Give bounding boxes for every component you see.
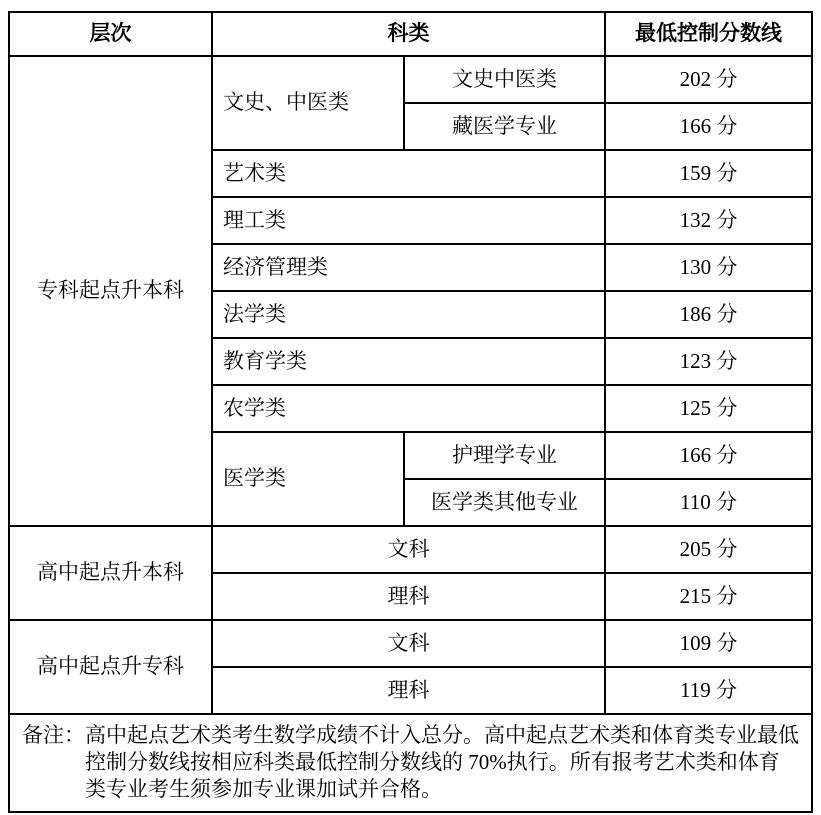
note-label: 备注： — [22, 722, 85, 747]
score-cell-yishu: 159 分 — [605, 150, 812, 197]
score-cell-zangyixue: 166 分 — [605, 103, 812, 150]
header-min-line: 最低控制分数线 — [605, 12, 812, 56]
note-text — [22, 722, 799, 803]
table-row — [9, 620, 812, 667]
score-cell-benke-like: 215 分 — [605, 573, 812, 620]
score-cell-hulixue: 166 分 — [605, 432, 812, 479]
category-cell-jingji-guanli: 经济管理类 — [212, 244, 605, 291]
header-level: 层次 — [9, 12, 212, 56]
score-cell-wenshi-zhongyi: 202 分 — [605, 56, 812, 103]
sub-cell-zangyixue: 藏医学专业 — [404, 103, 605, 150]
header-category: 科类 — [212, 12, 605, 56]
score-cell-yixue-qita: 110 分 — [605, 479, 812, 526]
sub-cell-wenshi-zhongyi: 文史中医类 — [404, 56, 605, 103]
category-cell-nongxue: 农学类 — [212, 385, 605, 432]
score-table — [8, 11, 813, 813]
level-cell-gaozhong-to-benke: 高中起点升本科 — [9, 526, 212, 620]
group-cell-yixue: 医学类 — [212, 432, 404, 526]
score-cell-jiaoyuxue: 123 分 — [605, 338, 812, 385]
note-row — [9, 714, 812, 812]
sub-cell-zhuanke-like: 理科 — [212, 667, 605, 714]
sub-cell-benke-like: 理科 — [212, 573, 605, 620]
group-cell-wenshi-zhongyi: 文史、中医类 — [212, 56, 404, 150]
score-cell-faxue: 186 分 — [605, 291, 812, 338]
sub-cell-zhuanke-wenke: 文科 — [212, 620, 605, 667]
table-header-row — [9, 12, 812, 56]
table-row — [9, 526, 812, 573]
score-cell-benke-wenke: 205 分 — [605, 526, 812, 573]
score-cell-ligong: 132 分 — [605, 197, 812, 244]
category-cell-jiaoyuxue: 教育学类 — [212, 338, 605, 385]
category-cell-yishu: 艺术类 — [212, 150, 605, 197]
score-cell-zhuanke-like: 119 分 — [605, 667, 812, 714]
note-body: 高中起点艺术类考生数学成绩不计入总分。高中起点艺术类和体育类专业最低控制分数线按相应科类最低控制分数线的 70%执行。所有报考艺术类和体育类专业考生须参加专业课加试并合格。 — [85, 722, 799, 801]
category-cell-faxue: 法学类 — [212, 291, 605, 338]
score-cell-zhuanke-wenke: 109 分 — [605, 620, 812, 667]
sub-cell-yixue-qita: 医学类其他专业 — [404, 479, 605, 526]
sub-cell-hulixue: 护理学专业 — [404, 432, 605, 479]
score-cell-nongxue: 125 分 — [605, 385, 812, 432]
category-cell-ligong: 理工类 — [212, 197, 605, 244]
note-cell — [9, 714, 812, 812]
level-cell-zhuanke-to-benke: 专科起点升本科 — [9, 56, 212, 526]
table-row — [9, 56, 812, 103]
level-cell-gaozhong-to-zhuanke: 高中起点升专科 — [9, 620, 212, 714]
score-cell-jingji-guanli: 130 分 — [605, 244, 812, 291]
sub-cell-benke-wenke: 文科 — [212, 526, 605, 573]
